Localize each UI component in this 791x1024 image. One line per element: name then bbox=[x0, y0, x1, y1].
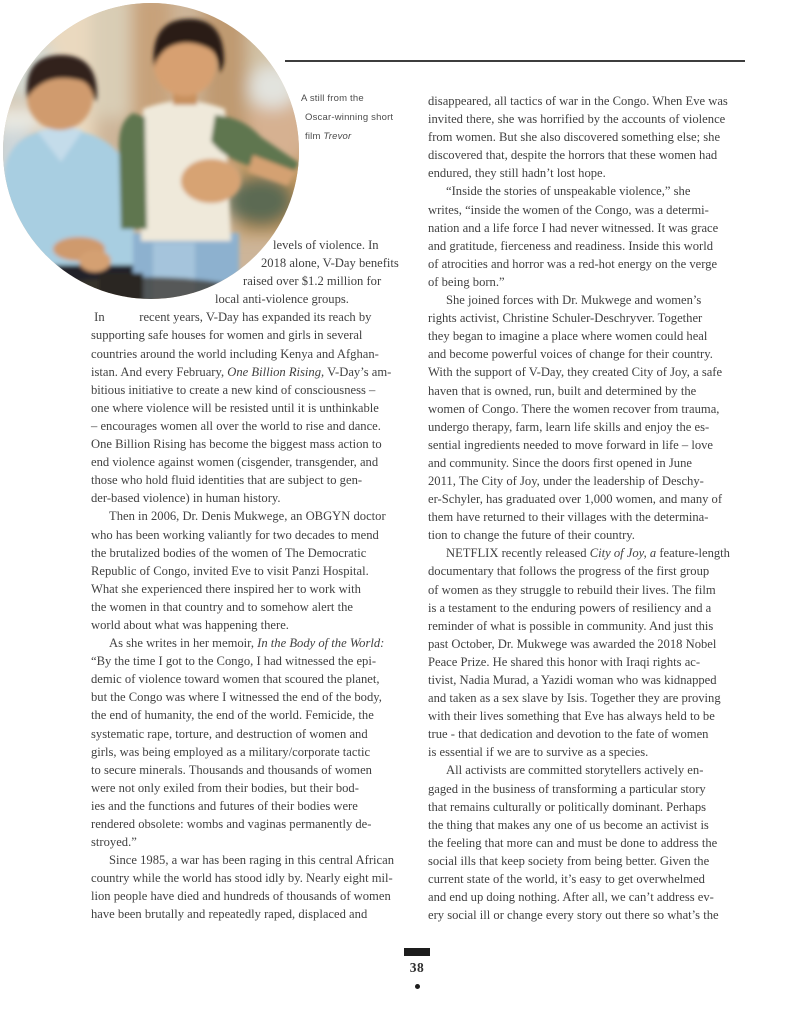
wrap-line: local anti-violence groups. bbox=[215, 292, 349, 307]
paragraph: Since 1985, a war has been raging in this central African country while the world has stood idly by. Nearly eight mil- lion people have died and hundreds of thousands of women have been brutally and repeatedly raped, displaced and bbox=[91, 853, 395, 922]
right-column bbox=[428, 92, 743, 924]
page-number: 38 bbox=[409, 960, 425, 975]
left-column-paragraphs bbox=[91, 308, 411, 923]
caption-line: Oscar-winning short bbox=[305, 112, 394, 123]
footer-dot bbox=[415, 984, 420, 989]
photo-caption bbox=[301, 89, 441, 146]
paragraph: In recent years, V-Day has expanded its reach by supporting safe houses for women and girls in several countries around the world including Kenya and Afghan- istan. And every February, One Billion Rising, V-Day’s am- bitious initiative to create a new kind of consciousness – one where violence will be resisted until it is unthinkable – encourages women all over the world to rise and dance. One Billion Rising has become the biggest mass action to end violence against women (cisgender, transgender, and those who hold fluid identities that are subject to gen- der-based violence) in human history. bbox=[91, 310, 392, 506]
wrap-line: 2018 alone, V-Day benefits bbox=[261, 256, 399, 271]
wrap-line: levels of violence. In bbox=[273, 238, 379, 252]
header-rule bbox=[285, 60, 745, 62]
caption-line bbox=[301, 127, 441, 146]
page-footer bbox=[399, 948, 435, 989]
paragraph: “Inside the stories of unspeakable violence,” she writes, “inside the women of the Congo, was a determi- nation and a life force I had never witnessed. It was grace and gratitude, fierceness and readiness. Inside this world of atrocities and horror was a red-hot energy on the verge of being born.” bbox=[428, 184, 719, 289]
caption-line: A still from the bbox=[301, 93, 364, 104]
right-column-paragraphs bbox=[428, 92, 743, 924]
paragraph: She joined forces with Dr. Mukwege and women’s rights activist, Christine Schuler-Deschryver. Together they began to imagine a place where women could heal and become powerful voices of change for their country. With the support of V-Day, they created City of Joy, a safe haven that is owned, run, built and determined by the women of Congo. There the women recover from trauma, undergo therapy, farm, learn life skills and enjoy the es- sential ingredients needed to move forward in life – love and community. Since the doors first opened in June 2011, The City of Joy, under the leadership of Deschy- er-Schyler, has graduated over 1,000 women, and many of them have returned to their villages with the determina- tion to change the future of their country. bbox=[428, 293, 723, 543]
caption-film-prefix: film bbox=[305, 131, 324, 142]
paragraph: Then in 2006, Dr. Denis Mukwege, an OBGYN doctor who has been working valiantly for two decades to mend the brutalized bodies of the women of The Democratic Republic of Congo, invited Eve to visit Panzi Hospital. What she experienced there inspired her to work with the women in that country and to somehow alert the world about what was happening there. bbox=[91, 509, 386, 632]
paragraph: disappeared, all tactics of war in the Congo. When Eve was invited there, she was horrified by the accounts of violence from women. But she also discovered something else; she discovered that, despite the horrors that these women had endured, they still hadn’t lost hope. bbox=[428, 94, 728, 181]
wrap-line: raised over $1.2 million for bbox=[243, 274, 382, 289]
paragraph: NETFLIX recently released City of Joy, a feature-length documentary that follows the progress of the first group of women as they struggle to rebuild their lives. The film is a testament to the enduring powers of resiliency and a reminder of what is possible in community. And just this past October, Dr. Mukwege was awarded the 2018 Nobel Peace Prize. He shared this honor with Iraqi rights ac- tivist, Nadia Murad, a Yazidi woman who was kidnapped and taken as a sex slave by Isis. Together they are proving with their lives something that Eve has always held to be true - that dedication and devotion to the fate of women is essential if we are to survive as a species. bbox=[428, 546, 730, 760]
caption-film-title: Trevor bbox=[323, 131, 352, 142]
paragraph: As she writes in her memoir, In the Body of the World: “By the time I got to the Congo, I had witnessed the epi- demic of violence toward women that scoured the planet, but the Congo was where I witnessed the end of the body, the end of humanity, the end of the world. Femicide, the systematic rape, torture, and destruction of women and girls, was being employed as a military/corporate tactic to secure minerals. Thousands and thousands of women were not only exiled from their bodies, but their bod- ies and the functions and futures of their bodies were rendered obsolete: wombs and vaginas permanently de- stroyed.” bbox=[91, 636, 385, 850]
wrap-paragraph bbox=[91, 236, 411, 308]
footer-bar bbox=[404, 948, 430, 956]
paragraph: All activists are committed storytellers actively en- gaged in the business of transforming a particular story that remains culturally or politically dominant. Perhaps the thing that makes any one of us become an activist is the feeling that more can and must be done to address the social ills that keep society from being better. Given the current state of the world, it’s easy to get overwhelmed and end up doing nothing. After all, we can’t address ev- ery social ill or change every story out there so what’s the bbox=[428, 763, 719, 923]
left-column bbox=[91, 236, 411, 924]
